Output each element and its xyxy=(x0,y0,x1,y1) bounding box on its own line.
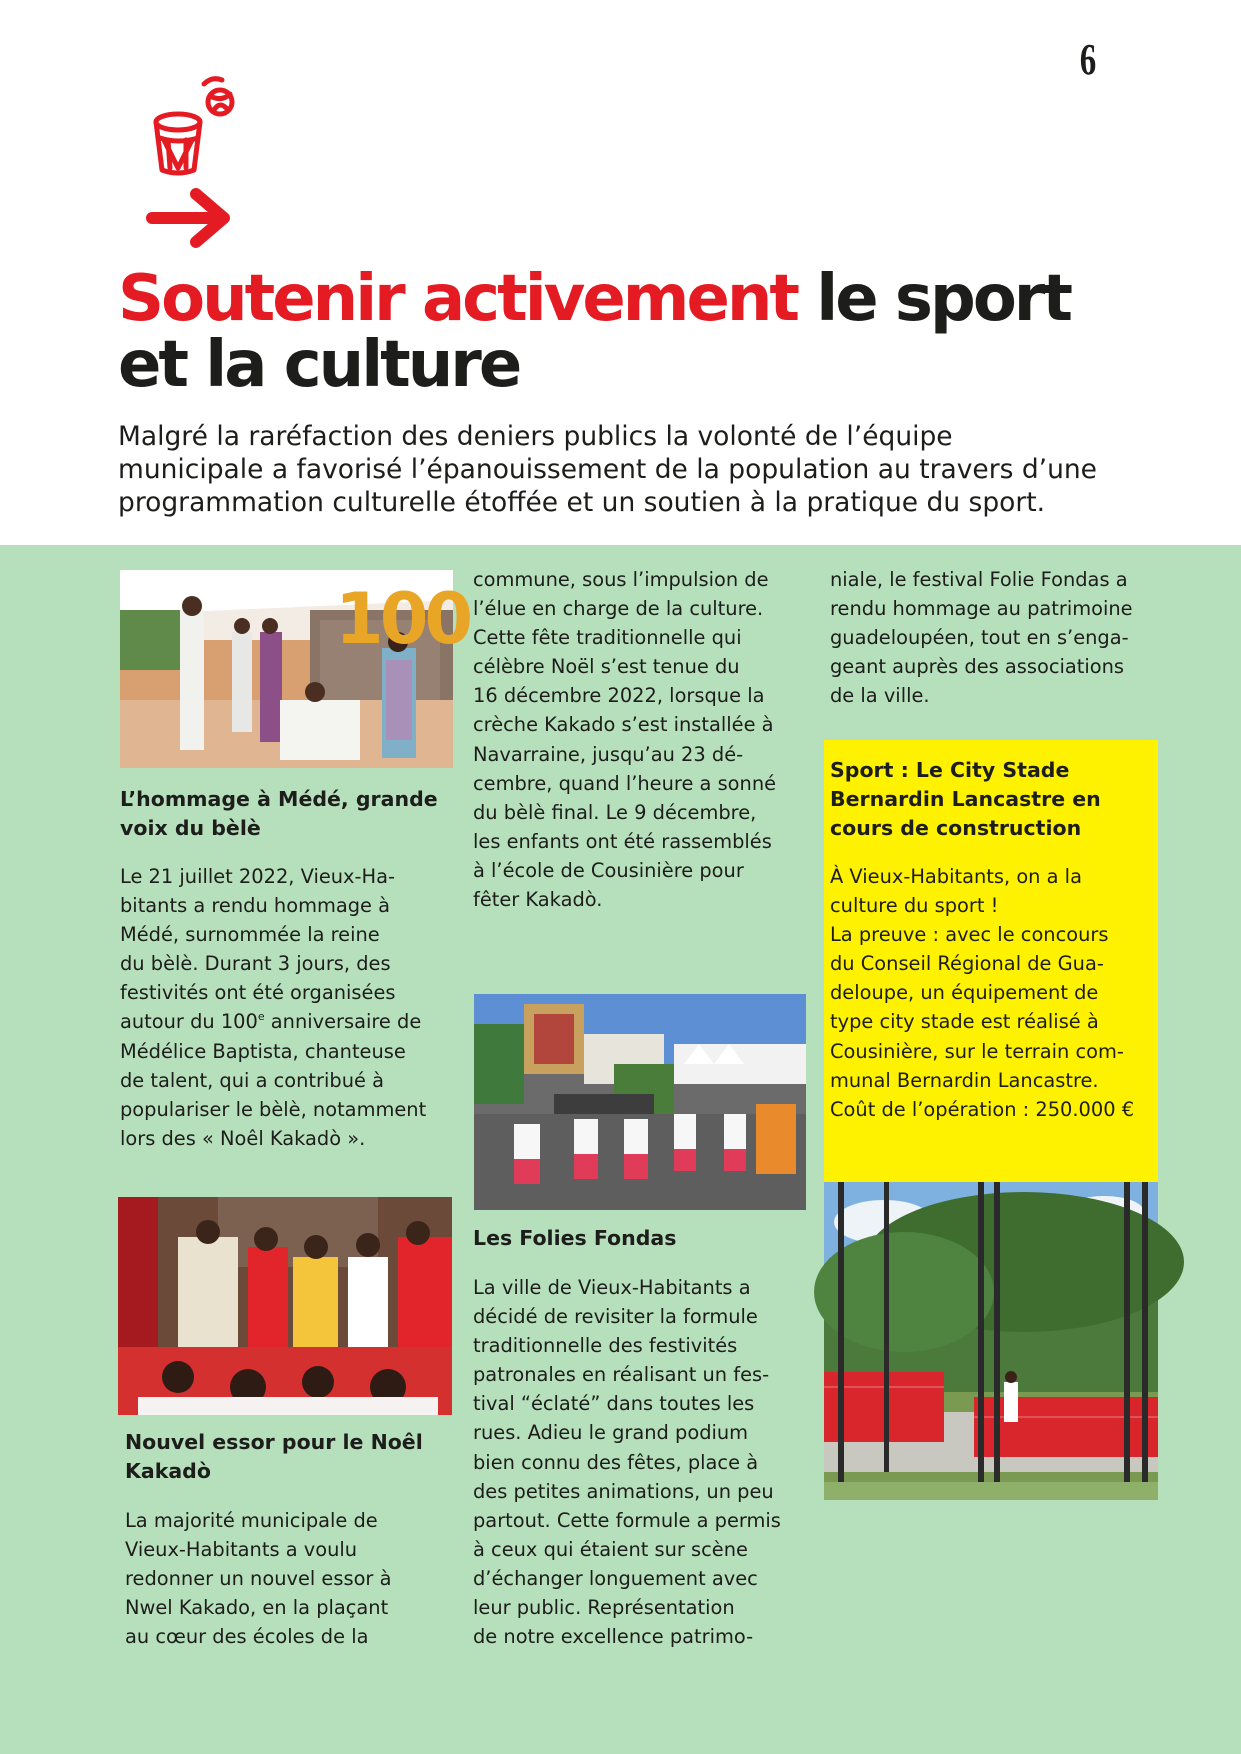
fondas-continued-text: niale, le festival Folie Fondas a rendu hommage au patrimoine guadeloupéen, tout en s’enga- geant auprès des associations de la ville. xyxy=(830,568,1133,708)
sport-body-text: À Vieux-Habitants, on a la culture du sport ! La preuve : avec le concours du Conseil Régional de Gua- deloupe, un équipement de type city stade est réalisé à Cousinière, sur le terrain com- munal Bernardin Lancastre. Coût de l’opération : 250.000 € xyxy=(830,865,1135,1121)
kakado-continued-text: commune, sous l’impulsion de l’élue en charge de la culture. Cette fête traditionnelle qui célèbre Noël s’est tenue du 16 décembre 2022, lorsque la crèche Kakado s’est installée à Navarraine, jusqu’au 23 dé- cembre, quand l’heure a sonné du bèlè final. Le 9 décembre, les enfants ont été rassemblés à l’école de Cousinière pour fêter Kakadò. xyxy=(473,568,777,912)
fondas-heading: Les Folies Fondas xyxy=(473,1226,677,1250)
city-stade-photo xyxy=(824,1182,1158,1500)
mede-photo xyxy=(120,570,470,768)
arrow-right-icon xyxy=(146,188,236,248)
title-highlight: Soutenir activement xyxy=(118,262,797,336)
mede-body xyxy=(120,862,460,1153)
fondas-photo xyxy=(474,994,806,1210)
mede-heading: L’hommage à Médé, grande voix du bèlè xyxy=(120,787,438,840)
title-rest: le sport xyxy=(797,262,1070,336)
fondas-body xyxy=(473,1273,813,1651)
intro-text: Malgré la raréfaction des deniers publics la volonté de l’équipe municipale a favorisé l’épanouissement de la population au travers d’une programmation culturelle étoffée et un soutien à la pratique du sport. xyxy=(118,421,1097,518)
mede-body-part2: anniversaire de Médélice Baptista, chanteuse de talent, qui a contribué à populariser le bèlè, notamment lors des « Noêl Kakadò ». xyxy=(120,1010,427,1150)
page-title xyxy=(118,262,1168,402)
balloon-number: 100 xyxy=(335,578,470,660)
mede-body-part1: Le 21 juillet 2022, Vieux-Ha- bitants a rendu hommage à Médé, surnommée la reine du bèlè. Durant 3 jours, des festivités ont été organisées autour du 100 xyxy=(120,865,396,1034)
fondas-body-continued xyxy=(830,565,1170,710)
sport-heading: Sport : Le City Stade Bernardin Lancastre en cours de construction xyxy=(830,758,1101,840)
page-number: 6 xyxy=(1079,35,1097,84)
sport-body xyxy=(830,862,1155,1124)
kakado-body-continued xyxy=(473,565,813,914)
intro-paragraph xyxy=(118,420,1188,519)
mede-body-sup: e xyxy=(257,1010,265,1024)
kakado-body-text: La majorité municipale de Vieux-Habitants a voulu redonner un nouvel essor à Nwel Kakado, en la plaçant au cœur des écoles de la xyxy=(125,1509,392,1649)
fondas-body-text: La ville de Vieux-Habitants a décidé de revisiter la formule traditionnelle des festivités patronales en réalisant un fes- tival “éclaté” dans toutes les rues. Adieu le grand podium bien connu des fêtes, place à des petites animations, un peu partout. Cette formule a permis à ceux qui étaient sur scène d’échanger longuement avec leur public. Représentation de notre excellence patrimo- xyxy=(473,1276,781,1649)
kakado-photo xyxy=(118,1197,452,1415)
title-line2: et la culture xyxy=(118,328,520,402)
kakado-body xyxy=(125,1506,465,1651)
kakado-heading: Nouvel essor pour le Noêl Kakadò xyxy=(125,1430,423,1483)
